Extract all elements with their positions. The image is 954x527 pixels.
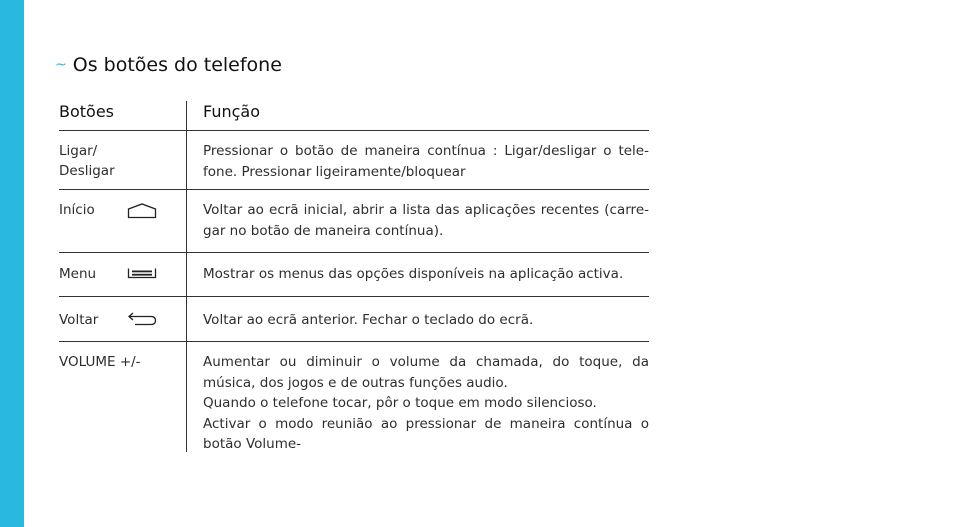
row-name: VOLUME +/- <box>59 354 141 370</box>
table-row-back <box>59 297 649 342</box>
table-row-home <box>59 190 649 253</box>
row-name: Voltar <box>59 312 99 328</box>
row-name-line1: Ligar/ <box>59 143 98 159</box>
side-accent-bar <box>0 0 24 527</box>
row-description: Voltar ao ecrã inicial, abrir a lista das aplicações recentes (carre-gar no botão de maneira contínua). <box>203 202 649 239</box>
row-description-line2: Quando o telefone tocar, pôr o toque em modo silencioso. <box>203 395 597 411</box>
column-header-buttons: Botões <box>59 102 115 121</box>
heading-tilde: ~ <box>55 57 67 73</box>
table-row-volume <box>59 342 649 454</box>
row-description: Pressionar o botão de maneira contínua : Ligar/desligar o tele-fone. Pressionar ligeiramente/bloquear <box>203 143 649 180</box>
page-heading <box>55 54 282 76</box>
row-name <box>59 141 115 181</box>
row-description: Mostrar os menus das opções disponíveis na aplicação activa. <box>203 266 624 282</box>
home-icon <box>127 203 157 219</box>
table-header <box>59 97 649 131</box>
row-description-line3: Activar o modo reunião ao pressionar de maneira contínua o botão Volume- <box>203 415 649 452</box>
row-description: Voltar ao ecrã anterior. Fechar o teclado do ecrã. <box>203 312 534 328</box>
back-icon <box>127 311 157 327</box>
column-header-function: Função <box>203 102 260 121</box>
row-name: Início <box>59 202 95 218</box>
row-name-line2: Desligar <box>59 163 115 179</box>
row-description-line1: Aumentar ou diminuir o volume da chamada, do toque, da música, dos jogos e de outras funções audio. <box>203 354 649 391</box>
table-row-menu <box>59 253 649 297</box>
row-name: Menu <box>59 266 97 282</box>
menu-icon <box>127 267 157 279</box>
row-description <box>203 352 649 455</box>
table-row-power <box>59 131 649 190</box>
heading-text: Os botões do telefone <box>72 54 282 76</box>
